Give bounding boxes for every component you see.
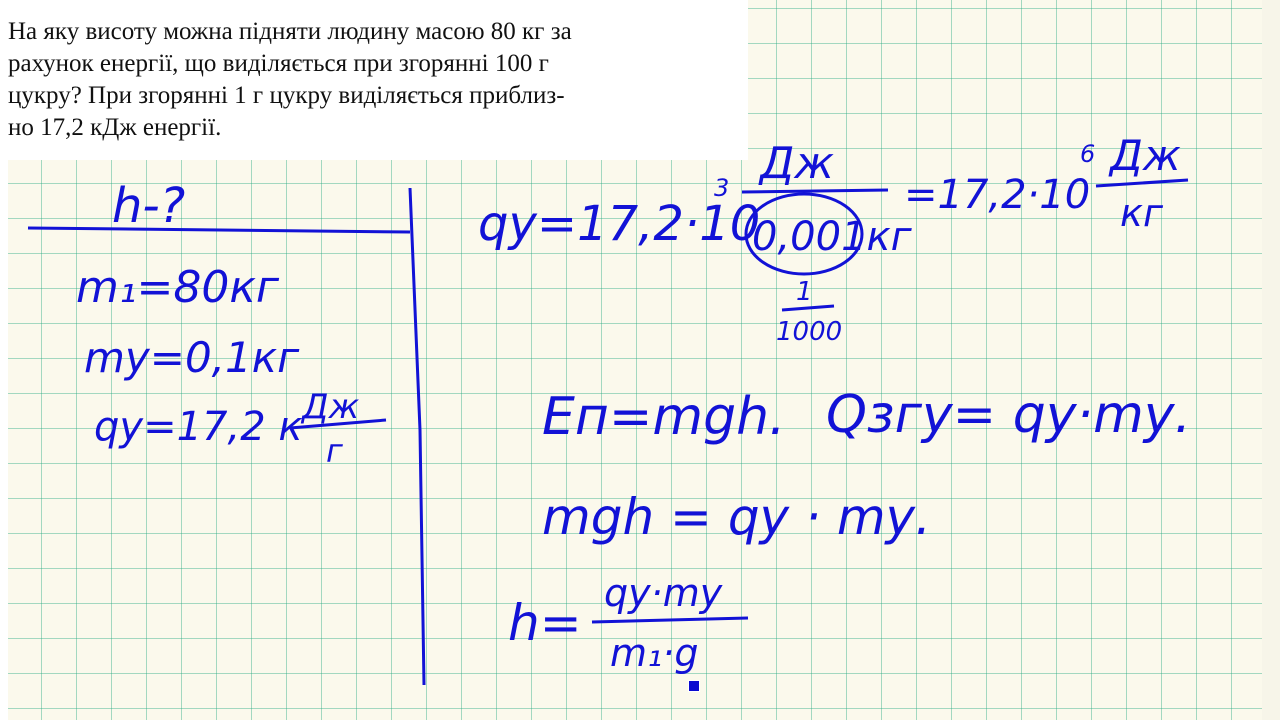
combustion-heat-formula: Qзгу= qу·mу. xyxy=(826,385,1192,445)
exponent-three: 3 xyxy=(714,174,730,202)
given-specific-heat: qу=17,2 к xyxy=(94,404,303,450)
problem-line: На яку висоту можна підняти людину масою 80 кг за xyxy=(8,18,572,45)
unit-joule-numerator: Дж xyxy=(760,138,835,189)
given-mass-sugar: mу=0,1кг xyxy=(84,333,300,382)
unit-kilogram-denominator-2: кг xyxy=(1120,191,1163,235)
fraction-one: 1 xyxy=(796,277,813,307)
given-heat-unit-numerator: Дж xyxy=(302,387,360,427)
exponent-six: 6 xyxy=(1080,140,1096,168)
height-fraction-line xyxy=(592,618,748,622)
conversion-fraction-line xyxy=(742,190,888,192)
pen-cursor xyxy=(688,680,700,692)
energy-balance: mgh = qу · mу. xyxy=(542,488,932,546)
height-formula-left: h= xyxy=(508,594,582,652)
fraction-thousand: 1000 xyxy=(776,317,843,347)
conversion-left: qу=17,2·10 xyxy=(478,196,761,252)
height-formula-numerator: qу·mу xyxy=(604,571,723,615)
unit-joule-numerator-2: Дж xyxy=(1110,131,1181,180)
potential-energy-formula: Eп=mgh. xyxy=(542,387,786,447)
problem-line: но 17,2 кДж енергії. xyxy=(8,114,222,141)
problem-line: цукру? При згорянні 1 г цукру виділяється приблиз- xyxy=(8,82,565,109)
height-formula-denominator: m₁·g xyxy=(610,631,699,675)
given-heat-unit-denominator: г xyxy=(326,432,343,470)
unknown-height: h-? xyxy=(112,178,186,234)
given-vertical-line xyxy=(410,188,424,685)
problem-line: рахунок енергії, що виділяється при згорянні 100 г xyxy=(8,50,549,77)
given-mass-person: m₁=80кг xyxy=(76,262,280,313)
given-separator-line xyxy=(28,228,410,232)
conversion-middle: =17,2·10 xyxy=(904,172,1091,218)
unit-kilogram-denominator: 0,001кг xyxy=(752,214,912,260)
conversion-fraction-line-2 xyxy=(1096,180,1188,186)
small-fraction-line xyxy=(782,306,834,310)
